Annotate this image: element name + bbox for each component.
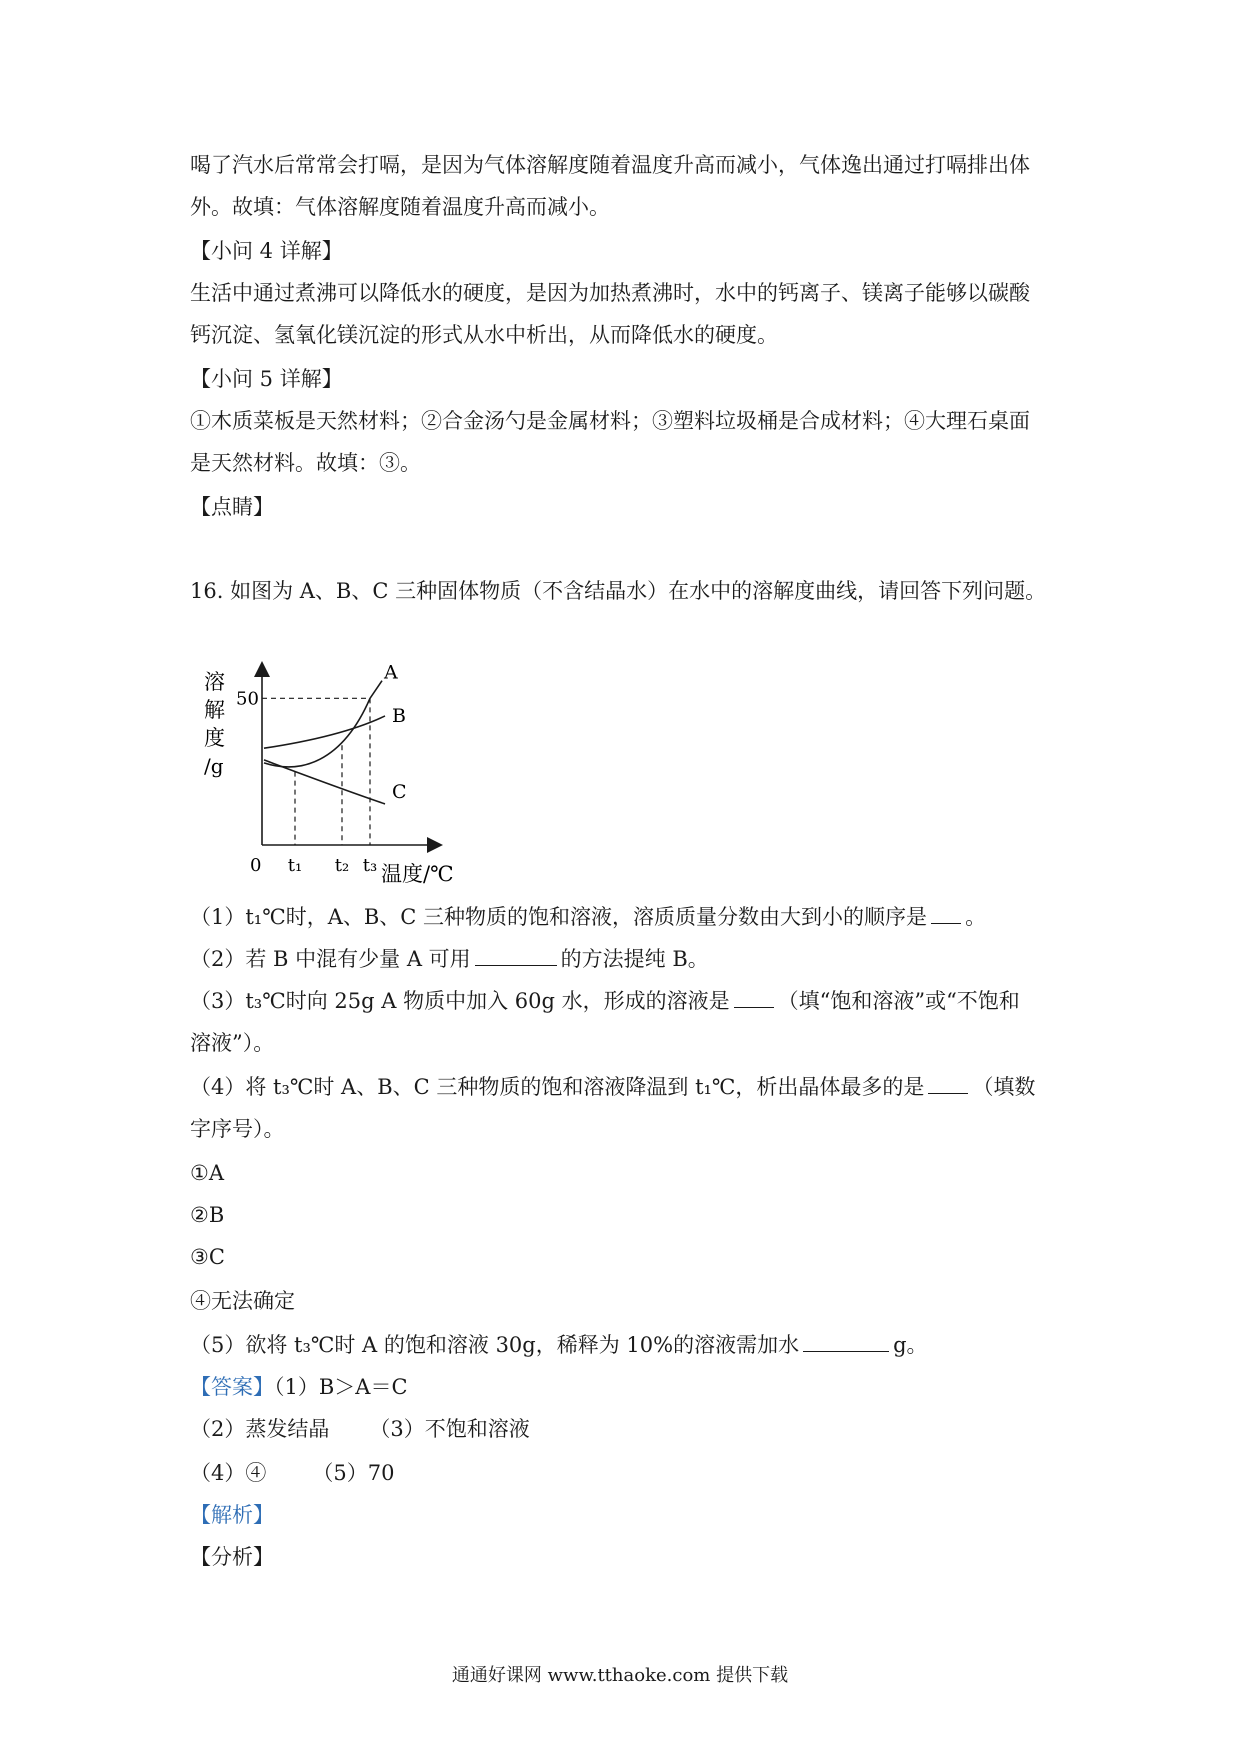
y-tick-label: 50	[236, 688, 259, 710]
series-label-C: C	[392, 780, 407, 803]
answer-blank	[734, 987, 774, 1008]
paragraph-line: 喝了汽水后常常会打嗝，是因为气体溶解度随着温度升高而减小，气体逸出通过打嗝排出体	[190, 153, 1030, 177]
x-tick-label: t₃	[362, 855, 378, 876]
origin-label: 0	[250, 855, 262, 876]
paragraph-line: ①木质菜板是天然材料；②合金汤勺是金属材料；③塑料垃圾桶是合成材料；④大理石桌面	[190, 409, 1030, 433]
sub-question-3-cont: 溶液”）。	[190, 1031, 275, 1055]
answer-1: （1）B＞A＝C	[274, 1375, 408, 1399]
answer-line-1	[190, 1372, 1070, 1402]
q1-text: （1）t₁℃时，A、B、C 三种物质的饱和溶液，溶质质量分数由大到小的顺序是	[190, 905, 928, 929]
x-axis-label: 温度/℃	[381, 862, 454, 885]
q2-text: （2）若 B 中混有少量 A 可用	[190, 947, 471, 971]
answer-line-2	[190, 1414, 1070, 1444]
section-heading-q5: 【小问 5 详解】	[190, 367, 343, 391]
option-3: ③C	[190, 1245, 225, 1269]
series-label-B: B	[392, 704, 406, 727]
answer-4: （4）④	[190, 1461, 267, 1485]
q1-text-end: 。	[965, 905, 987, 929]
paragraph-line: 钙沉淀、氢氧化镁沉淀的形式从水中析出，从而降低水的硬度。	[190, 323, 778, 347]
q4-text: （4）将 t₃℃时 A、B、C 三种物质的饱和溶液降温到 t₁℃，析出晶体最多的是	[190, 1075, 925, 1099]
answer-5: （5）70	[312, 1461, 395, 1485]
paragraph-line: 生活中通过煮沸可以降低水的硬度，是因为加热煮沸时，水中的钙离子、镁离子能够以碳酸	[190, 281, 1030, 305]
answer-2: （2）蒸发结晶	[190, 1417, 330, 1441]
sub-question-3	[190, 986, 1070, 1016]
x-tick-label: t₁	[287, 855, 303, 876]
y-axis-label-char: 溶	[204, 670, 225, 694]
q5-text-end: g。	[893, 1333, 928, 1357]
fenxi-heading: 【分析】	[190, 1545, 274, 1569]
page-footer: 通通好课网 www.tthaoke.com 提供下载	[451, 1665, 789, 1686]
q5-text: （5）欲将 t₃℃时 A 的饱和溶液 30g，稀释为 10%的溶液需加水	[190, 1333, 800, 1357]
answer-blank	[931, 903, 961, 924]
y-axis-label-char: 度	[204, 726, 225, 750]
paragraph-line: 是天然材料。故填：③。	[190, 451, 421, 475]
paragraph-line: 外。故填：气体溶解度随着温度升高而减小。	[190, 195, 610, 219]
sub-question-5	[190, 1330, 1070, 1360]
option-4: ④无法确定	[190, 1289, 295, 1313]
sub-question-1	[190, 902, 1070, 932]
answer-3: （3）不饱和溶液	[369, 1417, 530, 1441]
series-label-A: A	[384, 661, 398, 684]
y-axis-label-char: /g	[204, 754, 224, 778]
answer-label: 【答案】	[190, 1375, 274, 1399]
q2-text-end: 的方法提纯 B。	[560, 947, 709, 971]
q4-text-end: （填数	[972, 1075, 1036, 1099]
answer-blank	[803, 1331, 889, 1352]
y-axis-label-char: 解	[204, 698, 225, 722]
sub-question-2	[190, 944, 1070, 974]
option-1: ①A	[190, 1161, 224, 1185]
answer-line-3	[190, 1458, 1070, 1488]
answer-blank	[475, 945, 557, 966]
solubility-chart	[190, 655, 490, 885]
answer-blank	[928, 1073, 968, 1094]
option-2: ②B	[190, 1203, 225, 1227]
question-stem: 16. 如图为 A、B、C 三种固体物质（不含结晶水）在水中的溶解度曲线，请回答下列问题。	[190, 579, 1047, 603]
series-line-C	[264, 760, 385, 804]
section-heading-q4: 【小问 4 详解】	[190, 239, 343, 263]
dianjing-heading: 【点睛】	[190, 495, 274, 519]
jiexi-heading: 【解析】	[190, 1503, 274, 1527]
x-tick-label: t₂	[334, 855, 350, 876]
sub-question-4	[190, 1072, 1070, 1102]
sub-question-4-cont: 字序号）。	[190, 1117, 285, 1141]
series-line-B	[264, 716, 385, 748]
q3-text: （3）t₃℃时向 25g A 物质中加入 60g 水，形成的溶液是	[190, 989, 730, 1013]
q3-text-end: （填“饱和溶液”或“不饱和	[777, 989, 1020, 1013]
